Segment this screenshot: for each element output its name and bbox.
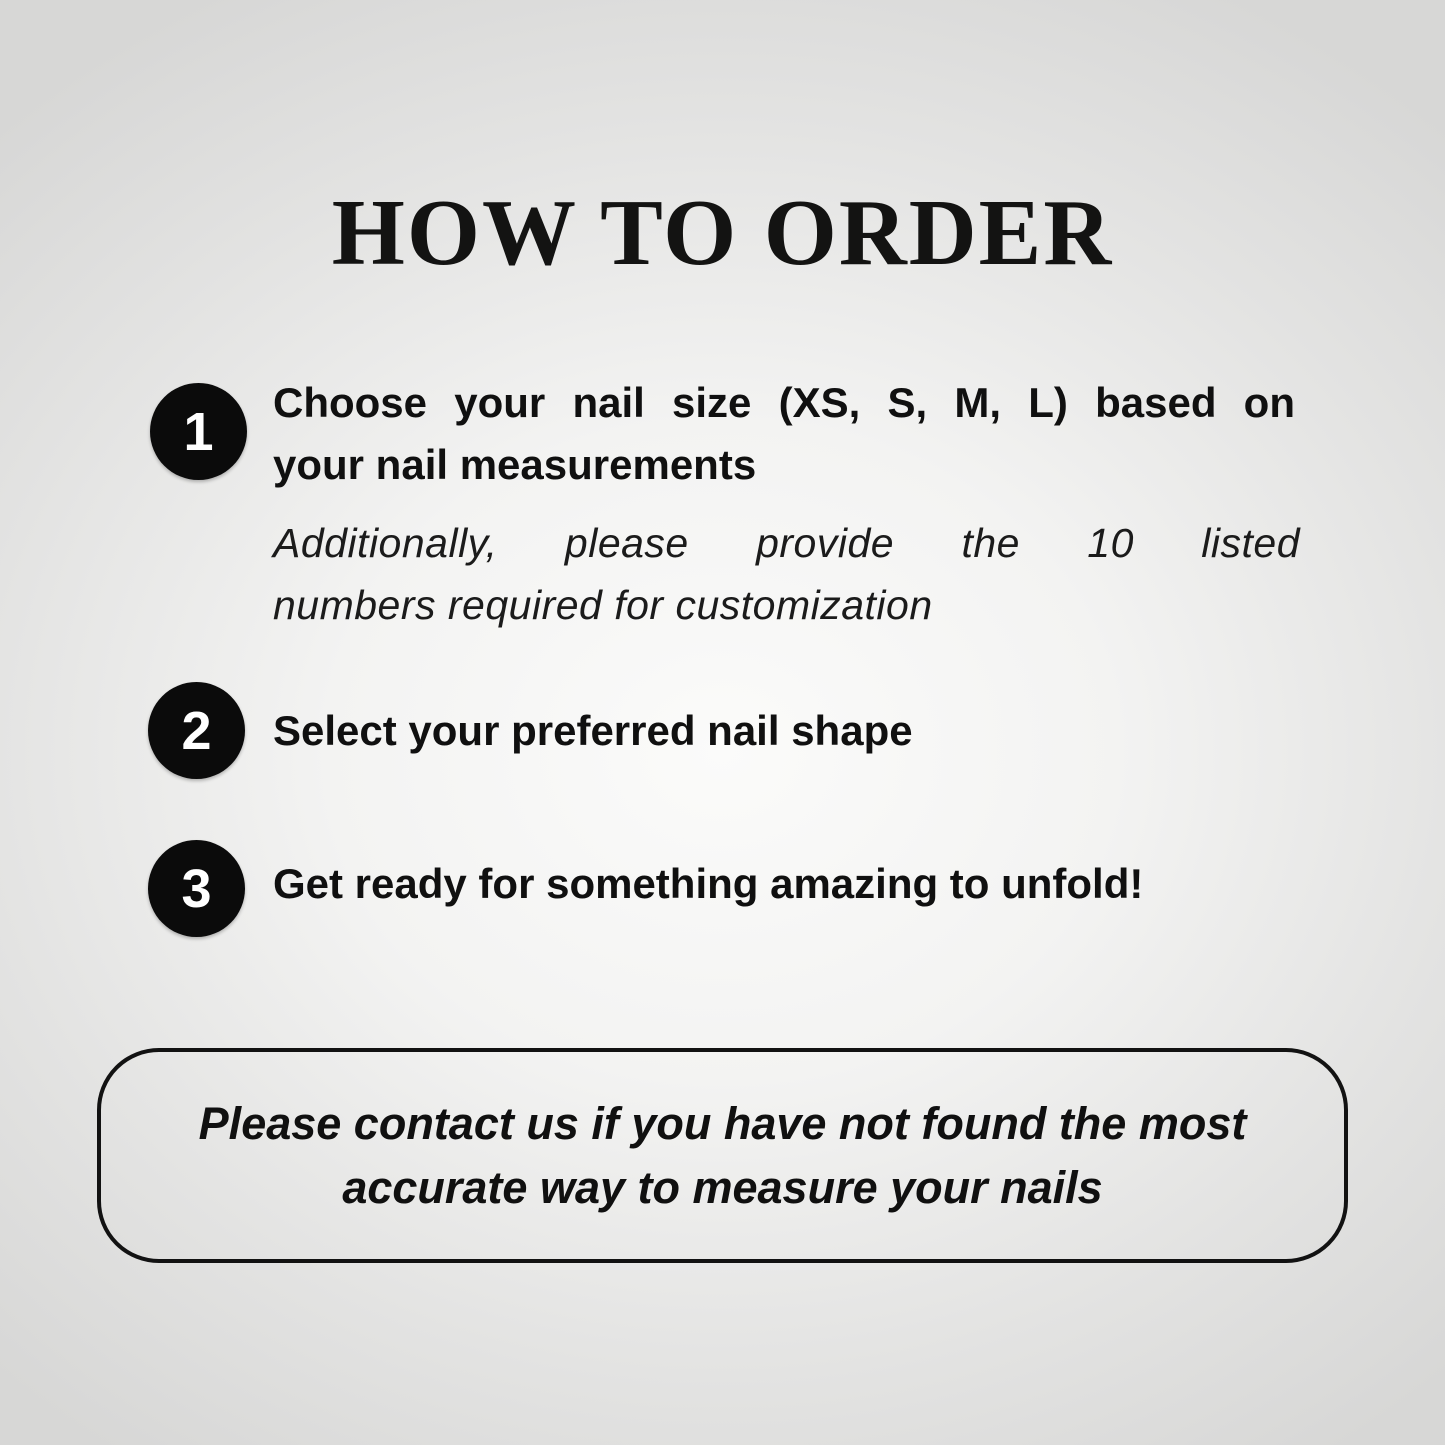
step-1-title-line-1: Choose your nail size (XS, S, M, L) based on: [273, 379, 1295, 426]
contact-note-box: [97, 1048, 1348, 1263]
step-2-number-badge: [148, 682, 245, 779]
step-1-note: [273, 512, 1300, 636]
step-2-title-line-1: Select your preferred nail shape: [273, 707, 913, 754]
contact-note-line-1: Please contact us if you have not found the most: [198, 1097, 1247, 1149]
step-2-title: [273, 700, 1333, 762]
step-3-number: 3: [181, 858, 212, 919]
step-3-title-line-1: Get ready for something amazing to unfold!: [273, 860, 1144, 907]
step-1-note-line-1: Additionally, please provide the 10 listed: [273, 520, 1300, 566]
step-1-note-line-2: numbers required for customization: [273, 582, 933, 628]
step-1-number-badge: [150, 383, 247, 480]
page-title: HOW TO ORDER: [331, 181, 1114, 285]
step-1-number: 1: [183, 401, 214, 462]
step-1-title-line-2: your nail measurements: [273, 441, 757, 488]
contact-note-line-2: accurate way to measure your nails: [342, 1161, 1103, 1213]
step-3-number-badge: [148, 840, 245, 937]
step-3-title: [273, 853, 1373, 915]
step-1-title: [273, 372, 1295, 496]
step-2-number: 2: [181, 700, 212, 761]
